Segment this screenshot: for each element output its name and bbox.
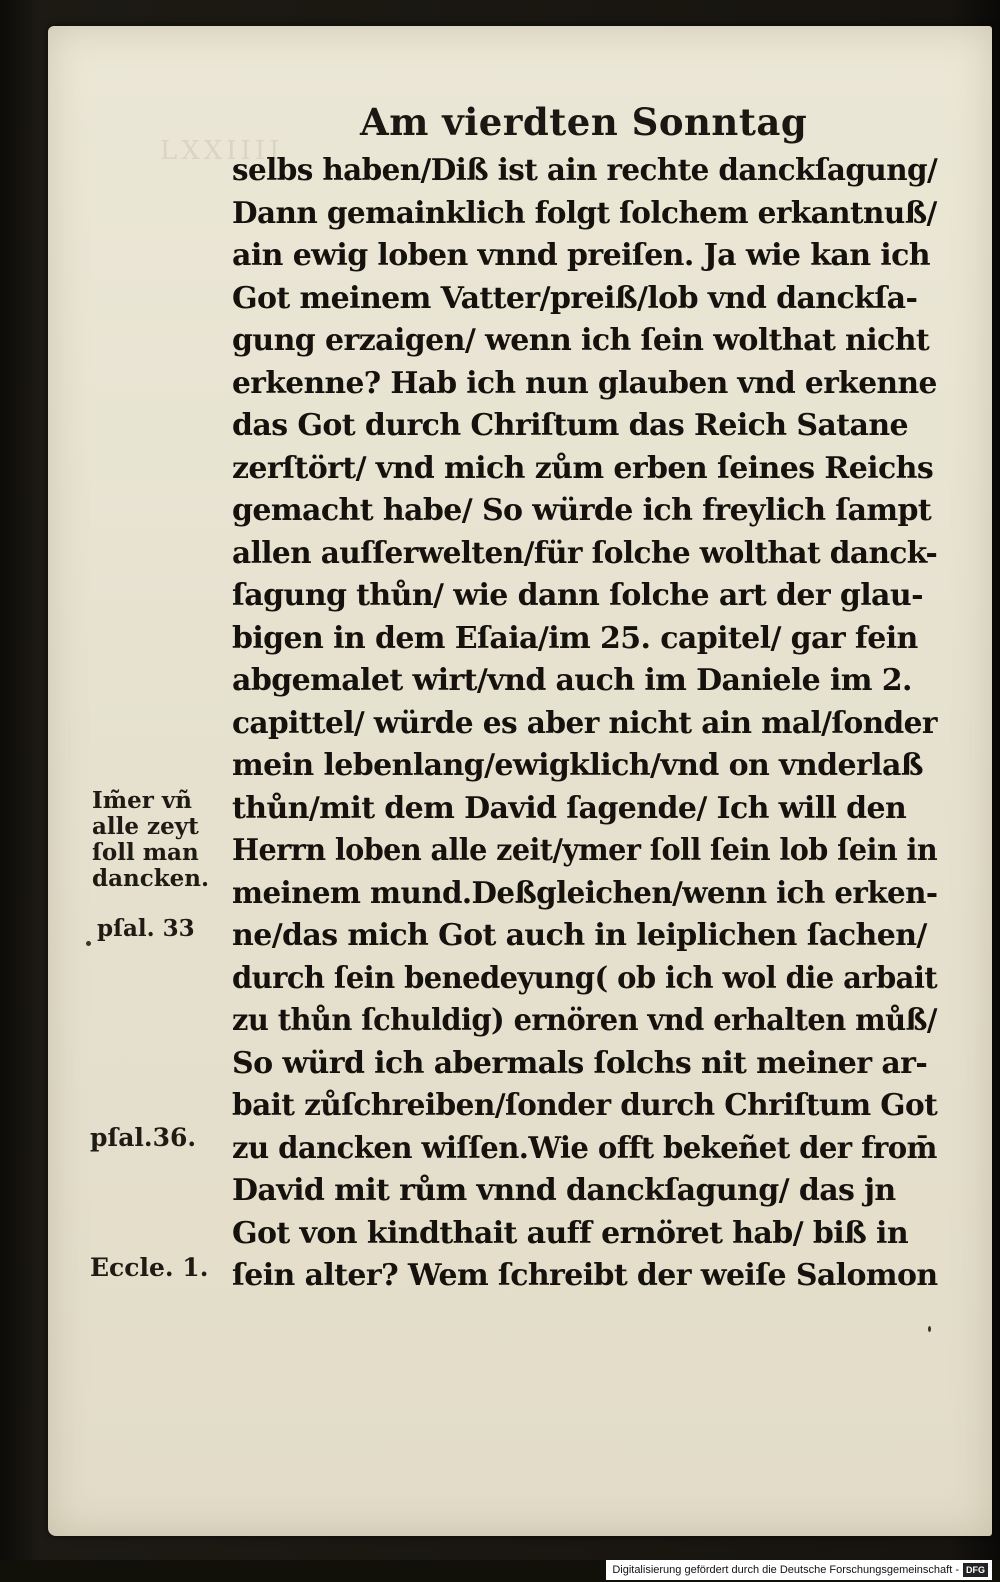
margin-note-line: Im̃er vñ (92, 787, 192, 814)
text-line: zu thůn ſchuldig) ernören vnd erhalten můß/ (232, 1003, 937, 1038)
ink-spot (86, 941, 91, 946)
ink-spot (928, 1326, 931, 1332)
text-line: meinem mund.Deßgleichen/wenn ich erken- (232, 875, 938, 911)
text-line: ain ewig loben vnnd preiſen. Ja wie kan ich (232, 238, 930, 273)
text-line: Dann gemainklich folgt ſolchem erkantnuß/ (232, 195, 937, 231)
dfg-logo-icon: DFG (963, 1563, 988, 1577)
text-line: mein lebenlang/ewigklich/vnd on vnderlaß (232, 748, 923, 783)
margin-note-psalm-33: pſal. 33 (97, 915, 195, 942)
text-line: ſagung thůn/ wie dann ſolche art der glau- (232, 578, 923, 613)
text-line: durch ſein benedeyung( ob ich wol die arbait (232, 960, 938, 996)
text-line: zerſtört/ vnd mich zům erben ſeines Reichs (232, 450, 934, 486)
text-line: gemacht habe/ So würde ich freylich ſampt (232, 493, 932, 528)
text-line: erkenne? Hab ich nun glauben vnd erkenne (232, 365, 937, 401)
margin-note-line: dancken. (92, 865, 210, 892)
body-text (232, 150, 937, 1298)
margin-note-always-thank (92, 788, 209, 892)
text-line: allen auſſerwelten/für ſolche wolthat danck- (232, 535, 938, 571)
running-header: Am vierdten Sonntag (360, 100, 808, 144)
text-line: ne/das mich Got auch in leiplichen ſachen/ (232, 918, 927, 953)
text-line: Got meinem Vatter/preiß/lob vnd danckſa- (232, 280, 918, 316)
margin-note-psalm-36: pſal.36. (90, 1123, 197, 1152)
text-line: zu dancken wiſſen.Wie offt bekeñet der from̄ (232, 1130, 937, 1166)
digitization-credit (606, 1560, 992, 1580)
text-line: bigen in dem Eſaia/im 25. capitel/ gar fein (232, 620, 918, 656)
text-line: gung erzaigen/ wenn ich ſein wolthat nicht (232, 323, 930, 358)
text-line: bait zůſchreiben/ſonder durch Chriſtum Got (232, 1088, 938, 1123)
text-line: Got von kindthait auff ernöret hab/ biß in (232, 1215, 909, 1251)
margin-note-line: ſoll man (92, 839, 199, 866)
credit-text: Digitalisierung gefördert durch die Deutsche Forschungsgemeinschaft - (612, 1564, 959, 1576)
bleed-through-text: LXXIIII (160, 136, 284, 166)
text-line: So würd ich abermals ſolchs nit meiner ar- (232, 1045, 928, 1081)
text-line: abgemalet wirt/vnd auch im Daniele im 2. (232, 663, 912, 698)
text-line: ſein alter? Wem ſchreibt der weiſe Salomon (232, 1258, 938, 1293)
text-line: Herrn loben alle zeit/ymer ſoll ſein lob ſein in (232, 833, 938, 868)
margin-note-line: alle zeyt (92, 813, 199, 840)
text-line: capittel/ würde es aber nicht ain mal/ſonder (232, 705, 937, 741)
margin-note-ecclesiastes: Eccle. 1. (90, 1253, 209, 1282)
text-line: das Got durch Chriſtum das Reich Satane (232, 408, 909, 443)
text-line: selbs haben/Diß ist ain rechte danckſagung/ (232, 153, 938, 188)
text-line: David mit rům vnnd danckſagung/ das jn (232, 1173, 896, 1208)
text-line: thůn/mit dem David ſagende/ Ich will den (232, 790, 907, 826)
